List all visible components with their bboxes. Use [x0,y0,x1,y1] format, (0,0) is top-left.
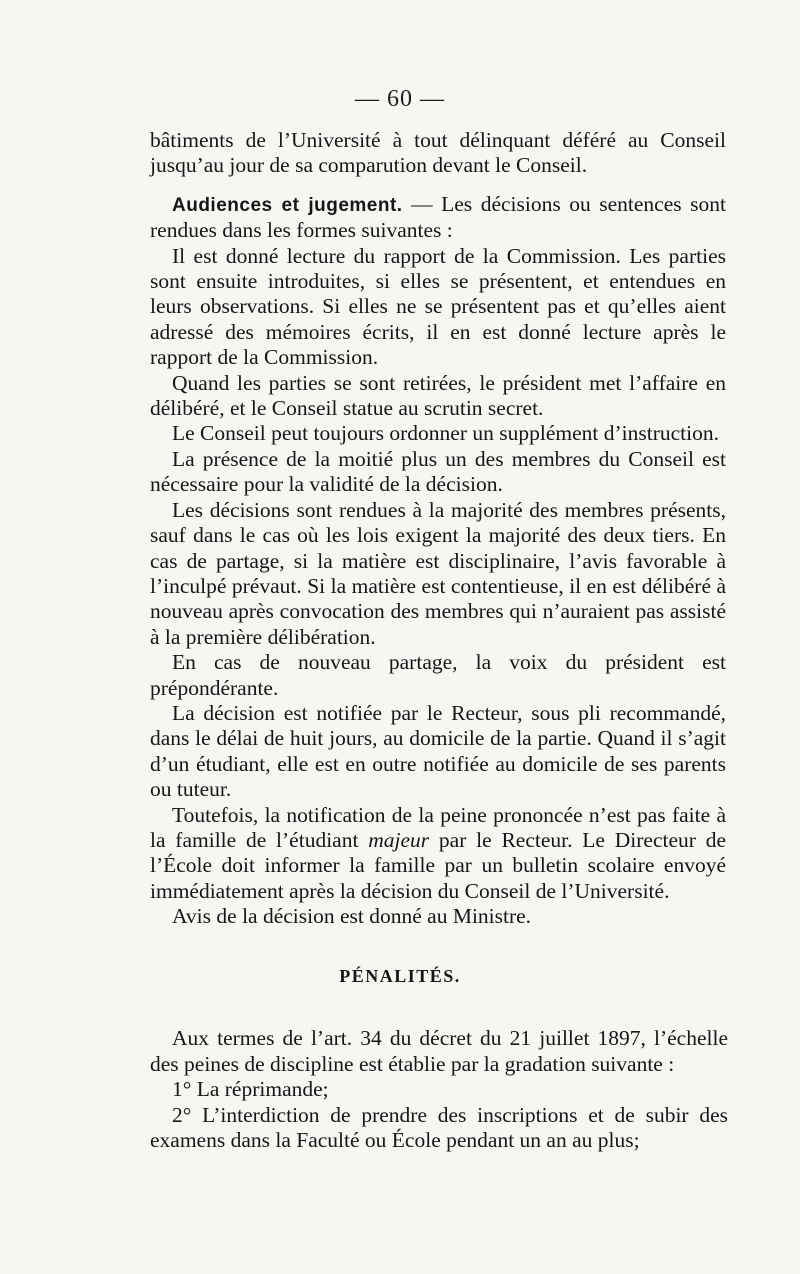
paragraph-partage: En cas de nouveau partage, la voix du président est prépondérante. [150,650,726,700]
penalites-item-2: 2° L’interdiction de prendre des inscriptions et de subir des examens dans la Faculté ou École pendant un an au plus; [150,1102,728,1153]
audiences-text: — Les décisions ou sentences sont rendues dans les formes suivantes : [150,191,726,243]
main-text [150,128,726,930]
paragraph-quorum: La présence de la moitié plus un des membres du Conseil est nécessaire pour la validité de la décision. [150,446,726,497]
toutefois-text-start: Toutefois, la notification de la peine prononcée n’est pas faite à la famille de l’étudiant [150,802,726,852]
section-title-penalites: PÉNALITÉS. [339,966,461,986]
paragraph-lecture: Il est donné lecture du rapport de la Commission. Les parties sont ensuite introduites, si elles se présentent, et entendues en leurs observations. Si elles ne se présentent pas et qu’elles aient adressé des mémoires écrits, il en est donné lecture après le rapport de la Commission. [150,243,726,370]
penalites-text [150,1026,728,1154]
section-heading-audiences: Audiences et jugement. [172,194,403,216]
penalites-item-1: 1° La réprimande; [172,1077,329,1102]
paragraph-majorite: Les décisions sont rendues à la majorité des membres présents, sauf dans le cas où les lois exigent la majorité des deux tiers. En cas de partage, si la matière est disciplinaire, l’avis favorable à l’inculpé prévaut. Si la matière est contentieuse, il en est délibéré à nouveau après convocation des membres qui n’auraient pas assisté à la première délibération. [150,497,726,649]
toutefois-text-end: par le Recteur. Le Directeur de l’École doit informer la famille par un bulletin scolaire envoyé immédiatement après la décision du Conseil de l’Université. [150,827,726,903]
toutefois-italic-word: majeur [368,827,430,852]
paragraph-audiences [150,192,726,244]
paragraph-supplement: Le Conseil peut toujours ordonner un supplément d’instruction. [172,421,719,446]
paragraph-toutefois [150,803,726,905]
paragraph-deliberation: Quand les parties se sont retirées, le président met l’affaire en délibéré, et le Conseil statue au scrutin secret. [150,370,726,421]
paragraph-notification: La décision est notifiée par le Recteur, sous pli recommandé, dans le délai de huit jours, au domicile de la partie. Quand il s’agit d’un étudiant, elle est en outre notifiée au domicile de ses parents ou tuteur. [150,700,726,802]
paragraph-continuation: bâtiments de l’Université à tout délinquant déféré au Conseil jusqu’au jour de sa comparution devant le Conseil. [150,128,726,178]
penalites-intro: Aux termes de l’art. 34 du décret du 21 juillet 1897, l’échelle des peines de discipline est établie par la gradation suivante : [150,1026,728,1076]
paragraph-avis: Avis de la décision est donné au Ministre. [172,904,532,929]
page-number: — 60 — [355,86,445,112]
